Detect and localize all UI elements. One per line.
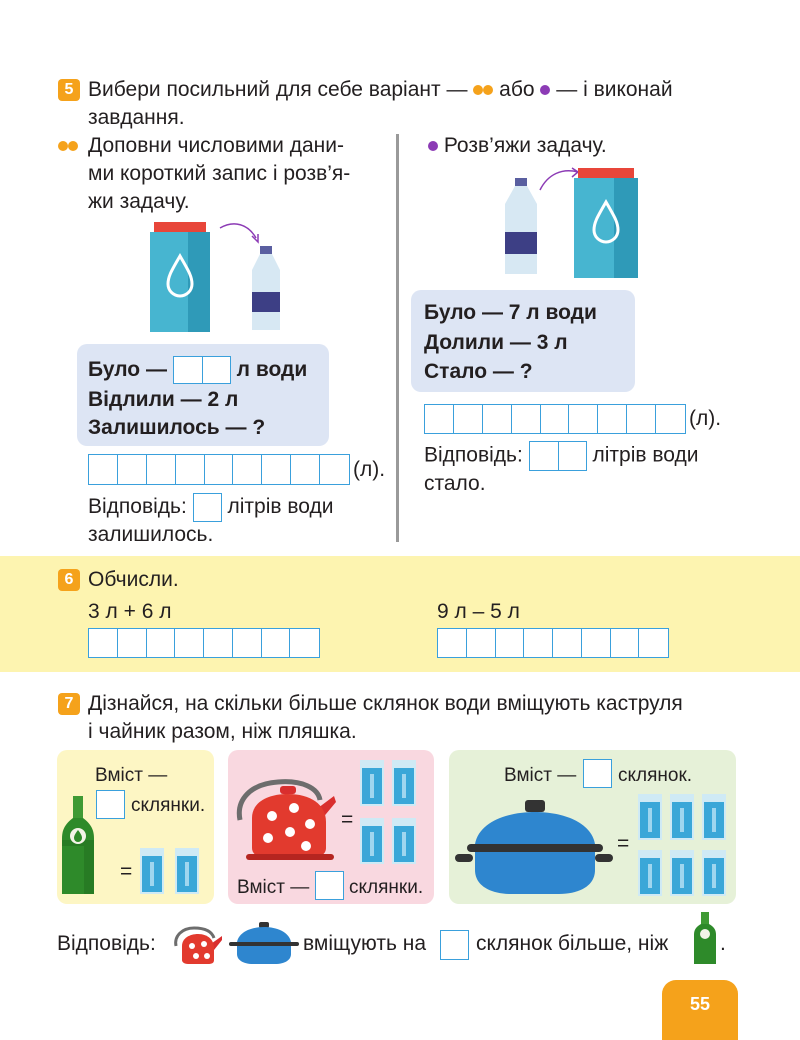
left-instruction-1: Доповни числовими дани-	[88, 134, 344, 157]
left-instruction-3: жи задачу.	[88, 190, 190, 213]
milk-carton-illustration	[150, 222, 210, 334]
task-number-badge: 5	[58, 79, 80, 101]
water-glass-icon	[175, 848, 199, 894]
answer-line-cont: стало.	[424, 472, 486, 495]
water-glass-icon	[702, 794, 726, 840]
task6-title: Обчисли.	[88, 568, 179, 591]
green-bottle-icon	[692, 912, 718, 966]
answer-period: .	[720, 932, 726, 955]
solution-cells[interactable]	[424, 404, 686, 434]
water-glass-icon	[360, 760, 384, 806]
note-line-3: Стало — ?	[424, 360, 533, 383]
note-line-1: Було — л води	[88, 356, 307, 384]
solution-cells[interactable]	[88, 454, 350, 485]
left-instruction-2: ми короткий запис і розв’я-	[88, 162, 351, 185]
pot-icon	[229, 922, 299, 964]
water-glass-icon	[140, 848, 164, 894]
solution-cells[interactable]	[437, 628, 669, 658]
answer-box[interactable]	[96, 790, 125, 819]
one-dot-icon	[428, 141, 438, 151]
card-label: Вміст —	[95, 765, 168, 786]
unit-label: (л).	[689, 407, 722, 430]
answer-box[interactable]	[583, 759, 612, 788]
answer-box[interactable]	[440, 930, 469, 960]
note-line-3: Залишилось — ?	[88, 416, 266, 439]
solution-cells[interactable]	[88, 628, 320, 658]
column-divider	[396, 134, 399, 542]
water-glass-icon	[360, 818, 384, 864]
water-glass-icon	[670, 850, 694, 896]
answer-text: склянок більше, ніж	[476, 932, 669, 955]
water-glass-icon	[638, 794, 662, 840]
blue-pot-illustration	[455, 800, 613, 896]
water-bottle-illustration	[250, 246, 282, 332]
page-number: 55	[662, 980, 738, 1040]
card-label: Вміст —	[504, 765, 577, 786]
water-glass-icon	[670, 794, 694, 840]
two-dots-icon	[473, 78, 493, 101]
task7-instruction: Дізнайся, на скільки більше склянок води вміщують каструля	[88, 692, 683, 715]
answer-line-cont: залишилось.	[88, 523, 214, 546]
answer-text: вміщують на	[303, 932, 426, 955]
equals-sign: =	[341, 808, 354, 831]
water-glass-icon	[392, 760, 416, 806]
water-bottle-illustration	[503, 178, 539, 276]
answer-box[interactable]	[173, 356, 231, 384]
equals-sign: =	[617, 832, 630, 855]
answer-box[interactable]	[529, 441, 587, 471]
right-instruction: Розв’яжи задачу.	[428, 132, 607, 159]
card-label: Вміст —	[237, 877, 310, 898]
two-dots-icon	[58, 137, 78, 155]
task7-instruction-cont: і чайник разом, ніж пляшка.	[88, 720, 357, 743]
arrow-icon	[220, 224, 260, 248]
one-dot-icon	[540, 85, 550, 95]
kettle-icon	[172, 920, 224, 966]
red-kettle-illustration	[232, 766, 340, 862]
card-label: склянок.	[618, 765, 693, 786]
answer-line: Відповідь: літрів води	[88, 493, 334, 522]
note-line-1: Було — 7 л води	[424, 301, 597, 324]
milk-carton-illustration	[574, 168, 638, 278]
answer-box[interactable]	[315, 871, 344, 900]
card-label: склянки.	[131, 795, 206, 816]
note-line-2: Долили — 3 л	[424, 331, 568, 354]
answer-label: Відповідь:	[57, 932, 156, 955]
water-glass-icon	[702, 850, 726, 896]
card-label: склянки.	[349, 877, 424, 898]
task5-instruction-cont: завдання.	[88, 106, 185, 129]
note-line-2: Відлили — 2 л	[88, 388, 239, 411]
water-glass-icon	[392, 818, 416, 864]
answer-line: Відповідь: літрів води	[424, 441, 699, 471]
task-number-badge: 7	[58, 693, 80, 715]
equals-sign: =	[120, 860, 133, 883]
task-number-badge: 6	[58, 569, 80, 591]
task5-instruction: Вибери посильний для себе варіант — або — і виконай	[88, 78, 673, 101]
unit-label: (л).	[353, 458, 386, 481]
answer-box[interactable]	[193, 493, 222, 522]
water-glass-icon	[638, 850, 662, 896]
expression-2: 9 л – 5 л	[437, 600, 520, 623]
green-bottle-illustration	[60, 796, 96, 896]
expression-1: 3 л + 6 л	[88, 600, 172, 623]
